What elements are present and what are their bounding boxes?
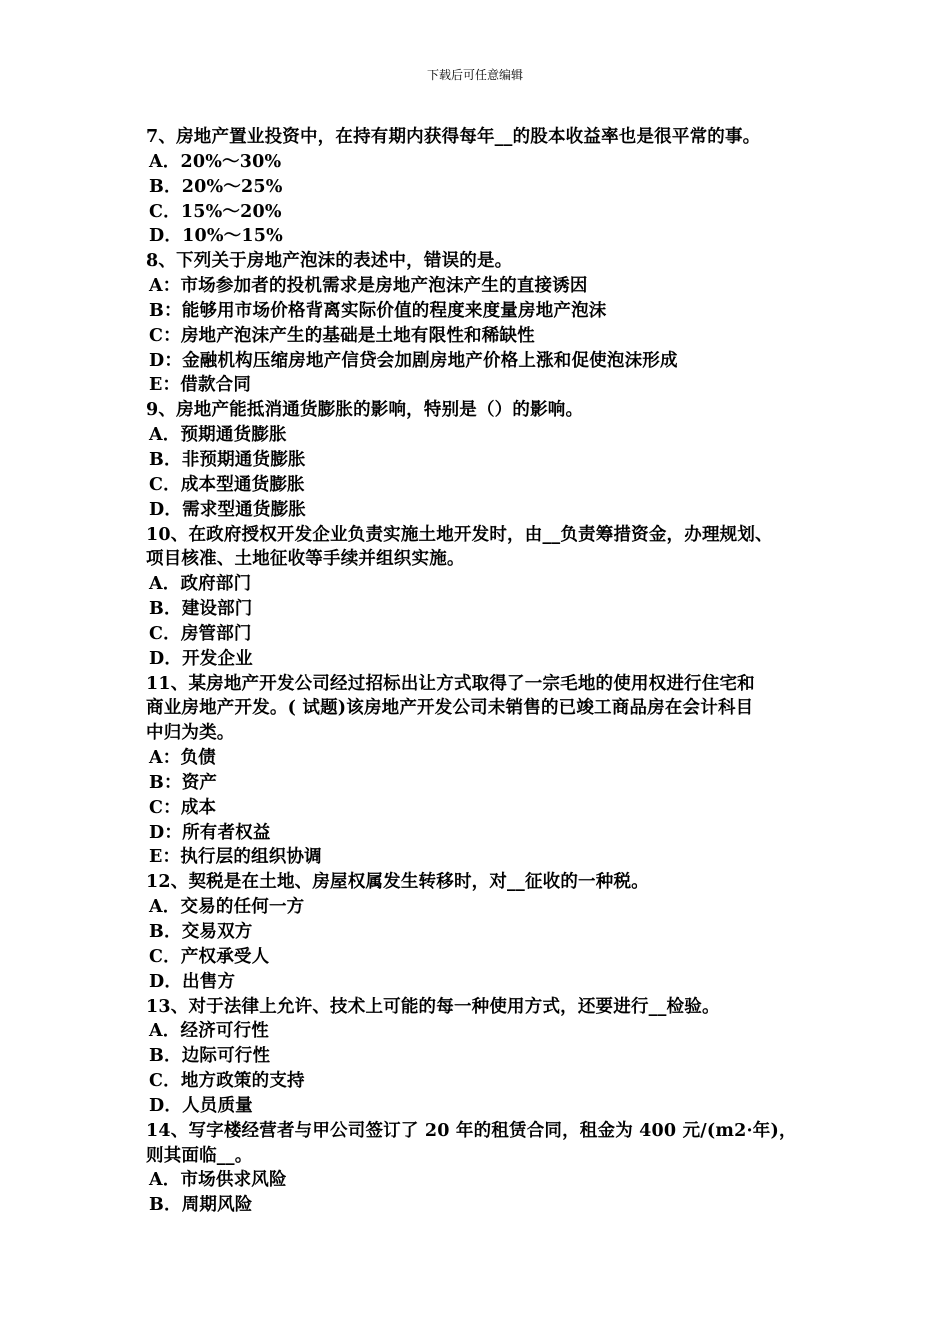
answer-option: B．建设部门	[149, 599, 253, 620]
answer-option: A：负债	[149, 748, 216, 769]
question-text: 则其面临__。	[146, 1145, 253, 1166]
answer-option: C．产权承受人	[149, 946, 270, 967]
question-list	[146, 125, 836, 1218]
answer-option: A．交易的任何一方	[149, 897, 305, 918]
page-header: 下载后可任意编辑	[426, 68, 523, 82]
answer-option: B．非预期通货膨胀	[149, 449, 306, 470]
answer-option: C：房地产泡沫产生的基础是土地有限性和稀缺性	[149, 325, 535, 346]
answer-option: D．开发企业	[149, 648, 253, 669]
question-text: 10、在政府授权开发企业负责实施土地开发时，由__负责筹措资金，办理规划、	[146, 524, 773, 545]
answer-option: E：借款合同	[149, 375, 252, 396]
answer-option: C：成本	[149, 797, 217, 818]
answer-option: C．15%～20%	[149, 201, 282, 222]
answer-option: A：市场参加者的投机需求是房地产泡沫产生的直接诱因	[149, 276, 588, 297]
answer-option: C．成本型通货膨胀	[149, 474, 305, 495]
answer-option: E：执行层的组织协调	[149, 847, 322, 868]
answer-option: D．10%～15%	[149, 226, 283, 247]
answer-option: B：能够用市场价格背离实际价值的程度来度量房地产泡沫	[149, 300, 607, 321]
question-text: 商业房地产开发。( 试题)该房地产开发公司未销售的已竣工商品房在会计科目	[146, 698, 754, 719]
answer-option: A．经济可行性	[149, 1021, 269, 1042]
answer-option: C．房管部门	[149, 623, 252, 644]
question-text: 9、房地产能抵消通货膨胀的影响，特别是（）的影响。	[146, 400, 584, 421]
question-text: 中归为类。	[146, 723, 235, 744]
answer-option: B．20%～25%	[149, 176, 283, 197]
answer-option: D．出售方	[149, 971, 236, 992]
question-text: 12、契税是在土地、房屋权属发生转移时，对__征收的一种税。	[146, 872, 649, 893]
answer-option: D．人员质量	[149, 1095, 253, 1116]
answer-option: D．需求型通货膨胀	[149, 499, 306, 520]
answer-option: B：资产	[149, 772, 218, 793]
answer-option: A．政府部门	[149, 574, 252, 595]
answer-option: B．交易双方	[149, 922, 253, 942]
answer-option: A．20%～30%	[149, 151, 282, 172]
question-text: 7、房地产置业投资中，在持有期内获得每年__的股本收益率也是很平常的事。	[146, 127, 761, 147]
question-text: 14、写字楼经营者与甲公司签订了 20 年的租赁合同，租金为 400 元/(m2·年)，	[146, 1120, 797, 1141]
question-text: 11、某房地产开发公司经过招标出让方式取得了一宗毛地的使用权进行住宅和	[146, 673, 755, 694]
question-text: 8、下列关于房地产泡沫的表述中，错误的是。	[146, 251, 513, 272]
answer-option: B．周期风险	[149, 1195, 253, 1216]
answer-option: B．边际可行性	[149, 1046, 271, 1067]
answer-option: A．预期通货膨胀	[149, 425, 287, 446]
answer-option: C．地方政策的支持	[149, 1071, 305, 1092]
question-text: 项目核准、土地征收等手续并组织实施。	[146, 549, 465, 570]
answer-option: D：金融机构压缩房地产信贷会加剧房地产价格上涨和促使泡沫形成	[149, 350, 678, 371]
question-text: 13、对于法律上允许、技术上可能的每一种使用方式，还要进行__检验。	[146, 996, 720, 1017]
answer-option: D：所有者权益	[149, 822, 271, 843]
answer-option: A．市场供求风险	[149, 1170, 287, 1191]
